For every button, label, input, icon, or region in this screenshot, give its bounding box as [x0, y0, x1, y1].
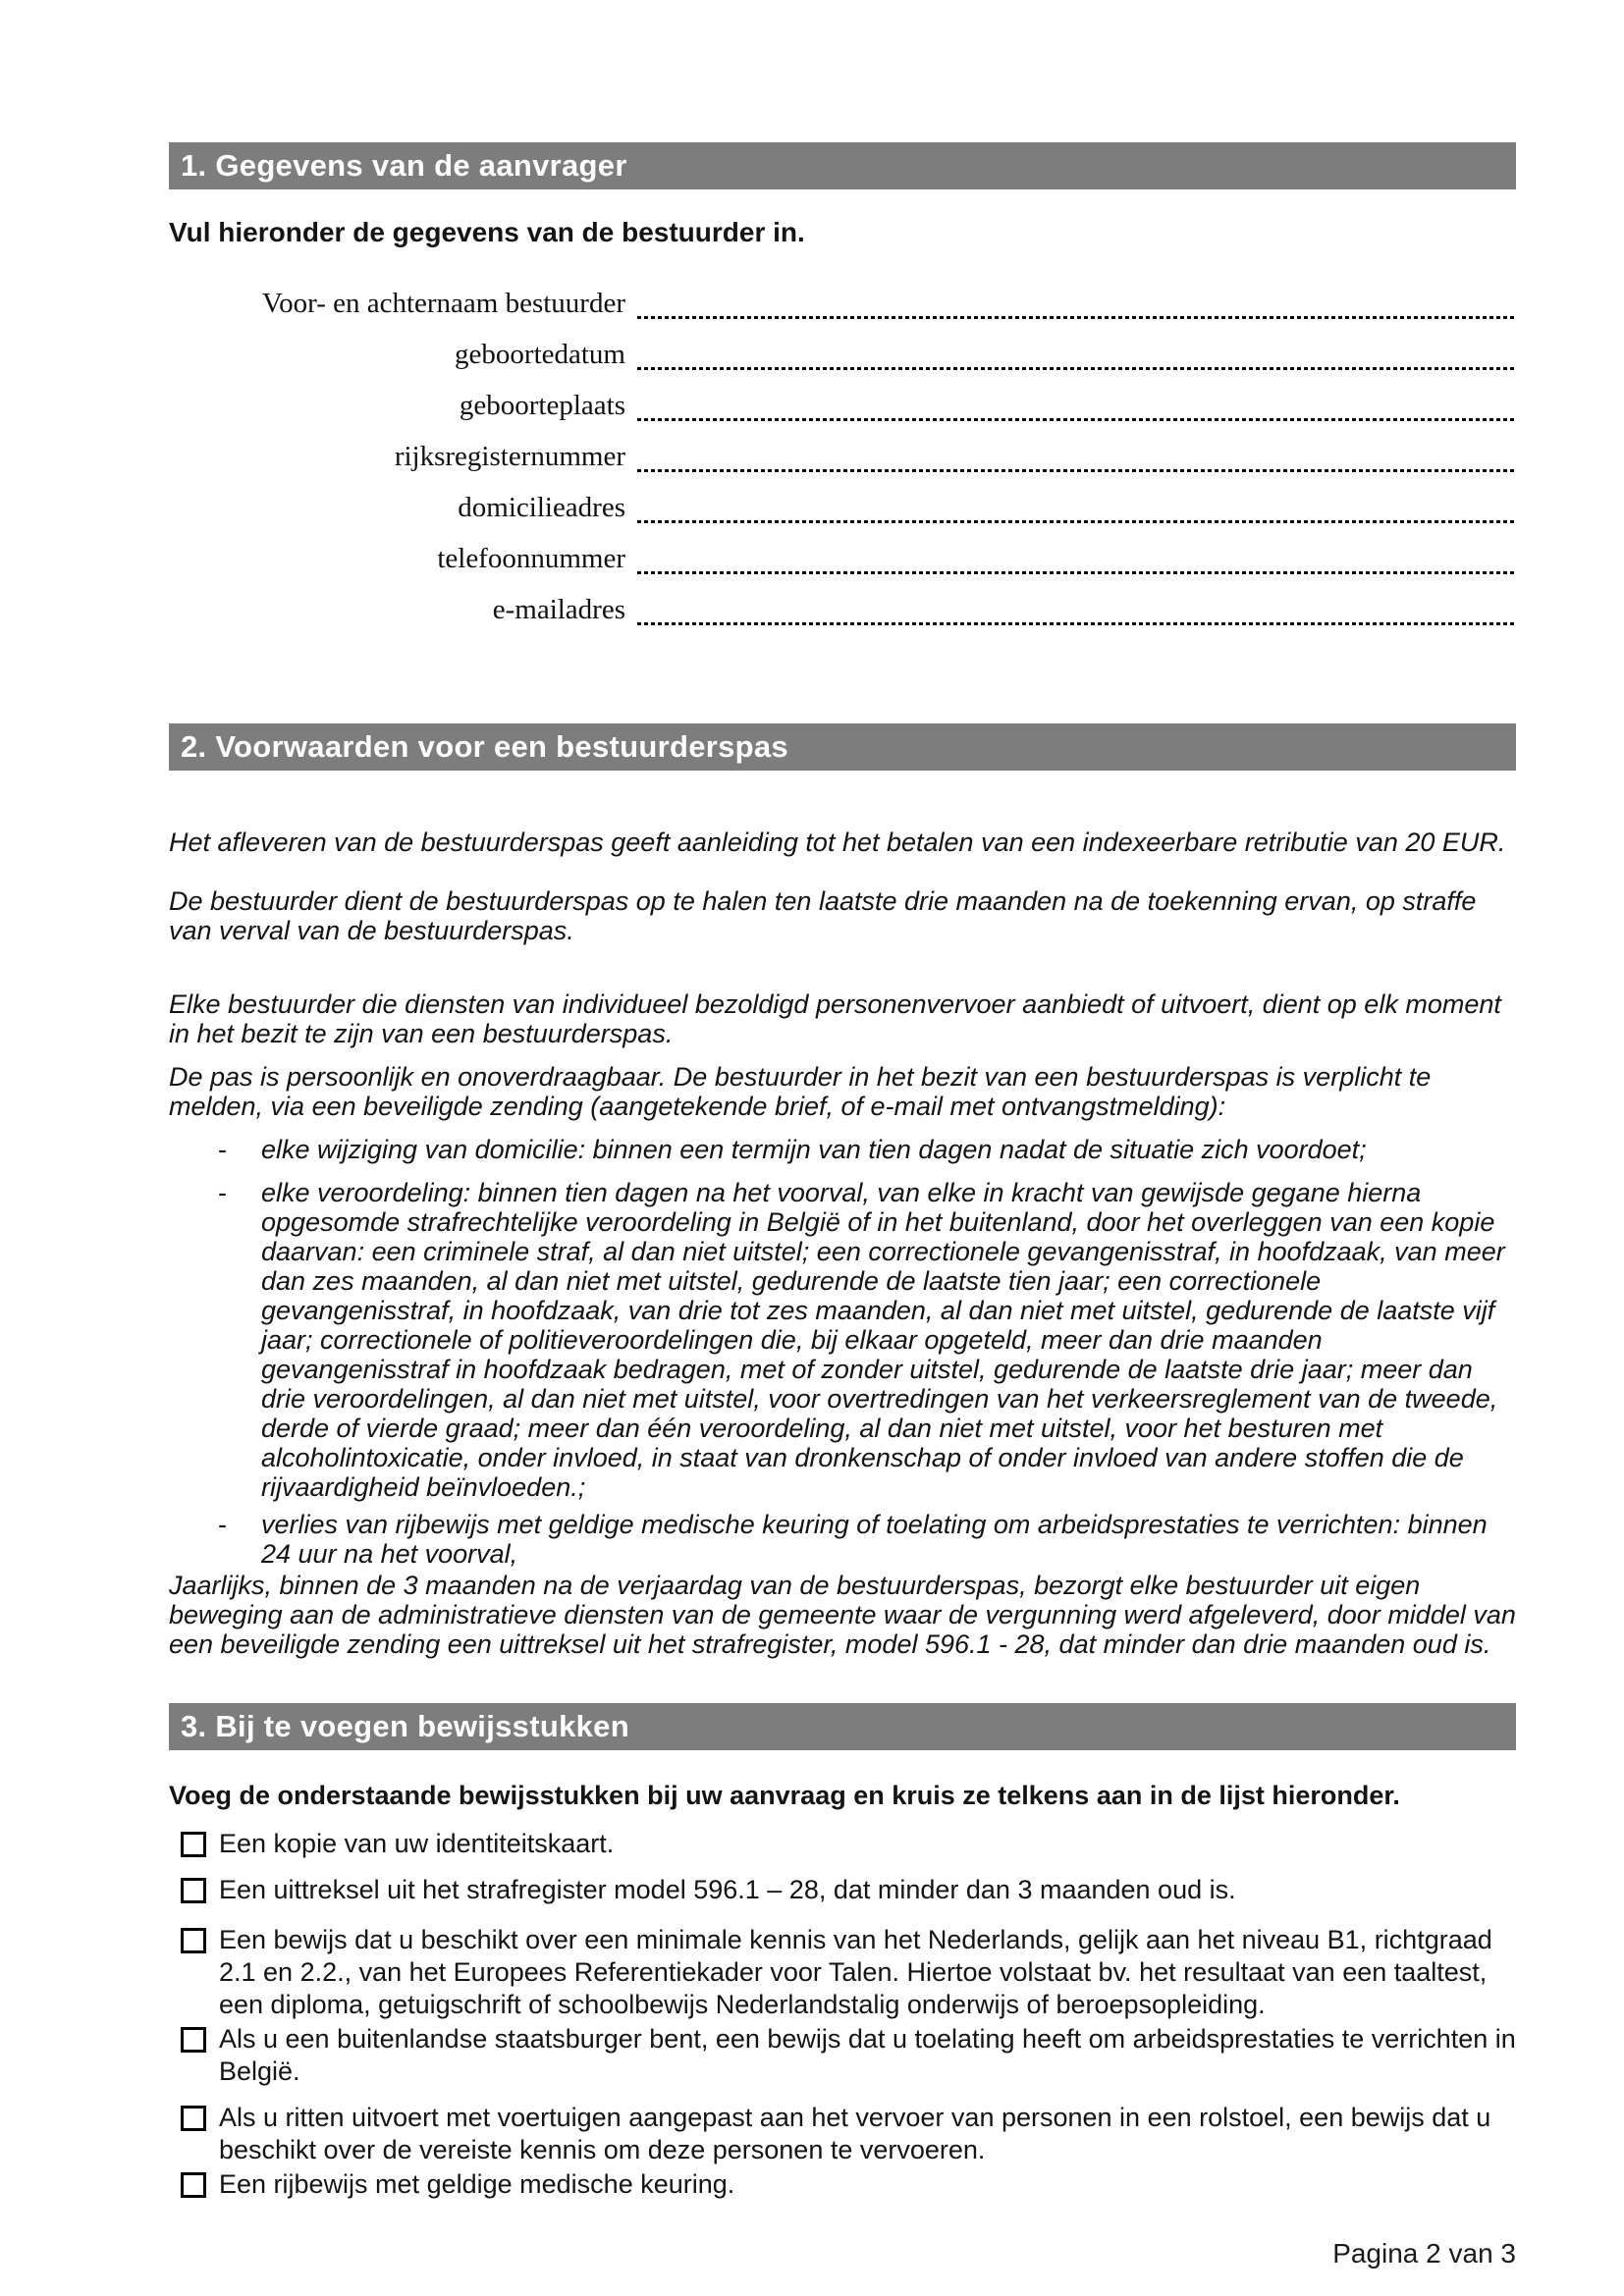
section3-intro: Voeg de onderstaande bewijsstukken bij uw aanvraag en kruis ze telkens aan in de lijst hieronder. [169, 1781, 1400, 1810]
emailadres-label: e-mailadres [492, 594, 625, 625]
section2-header [169, 723, 1516, 771]
checkbox-taalkennis[interactable] [181, 1928, 206, 1953]
form-row-emailadres [169, 575, 1516, 626]
emailadres-field-line[interactable] [637, 622, 1516, 625]
checklist-item-rolstoelvervoer [169, 2102, 1516, 2166]
naam-label: Voor- en achternaam bestuurder [261, 288, 625, 319]
conditions-paragraph-3: Elke bestuurder die diensten van individueel bezoldigd personenvervoer aanbiedt of uitvoert, dient op elk moment in het bezit te zijn van een bestuurderspas. [169, 989, 1501, 1048]
condition-bullet-1-text: elke wijziging van domicilie: binnen een termijn van tien dagen nadat de situatie zich voordoet; [261, 1135, 1367, 1164]
condition-bullet-2 [169, 1178, 1516, 1502]
conditions-paragraph-1: Het afleveren van de bestuurderspas geeft aanleiding tot het betalen van een indexeerbare retributie van 20 EUR. [169, 828, 1506, 857]
form-row-geboorteplaats [169, 371, 1516, 422]
rijksregisternummer-label: rijksregisternummer [394, 441, 625, 472]
checkbox-identiteitskaart[interactable] [181, 1832, 206, 1857]
dash-bullet-marker: - [218, 1178, 227, 1207]
dash-bullet-marker: - [218, 1510, 227, 1539]
page-footer [169, 2238, 1516, 2269]
form-row-geboortedatum [169, 320, 1516, 371]
geboortedatum-label: geboortedatum [455, 339, 625, 370]
applicant-form [169, 269, 1516, 626]
section3-title: 3. Bij te voegen bewijsstukken [181, 1709, 629, 1743]
checklist-item-rolstoelvervoer-label: Als u ritten uitvoert met voertuigen aangepast aan het vervoer van personen in een rolstoel, een bewijs dat u beschikt over de vereiste kennis om deze personen te vervoeren. [219, 2103, 1491, 2164]
checklist-item-identiteitskaart-label: Een kopie van uw identiteitskaart. [219, 1829, 615, 1858]
form-row-rijksregisternummer [169, 422, 1516, 473]
domicilieadres-label: domicilieadres [458, 492, 625, 523]
condition-bullet-2-text: elke veroordeling: binnen tien dagen na het voorval, van elke in kracht van gewijsde gegane hierna opgesomde strafrechtelijke veroordeling in België of in het buitenland, door het overleggen van een kopie daarvan: een criminele straf, al dan niet uitstel; een correctionele gevangenisstraf, in hoofdzaak, van meer dan zes maanden, al dan niet met uitstel, gedurende de laatste tien jaar; een correctionele gevangenisstraf, in hoofdzaak, van drie tot zes maanden, al dan niet met uitstel, gedurende de laatste vijf jaar; correctionele of politieveroordelingen die, bij elkaar opgeteld, meer dan drie maanden gevangenisstraf in hoofdzaak bedragen, met of zonder uitstel, gedurende de laatste drie jaar; meer dan drie veroordelingen, al dan niet met uitstel, voor overtredingen van het verkeersreglement van de tweede, derde of vierde graad; meer dan één veroordeling, al dan niet met uitstel, voor het besturen met alcoholintoxicatie, onder invloed, in staat van dronkenschap of onder invloed van andere stoffen die de rijvaardigheid beïnvloeden.; [261, 1178, 1505, 1502]
checklist-item-arbeidstoelating [169, 2023, 1516, 2088]
checkbox-arbeidstoelating[interactable] [181, 2027, 206, 2053]
page-content [169, 0, 1516, 2269]
section1-header [169, 142, 1516, 189]
checklist-item-taalkennis [169, 1924, 1516, 2021]
checklist-item-rijbewijs-label: Een rijbewijs met geldige medische keuring. [219, 2169, 735, 2199]
checklist-item-strafregister-label: Een uittreksel uit het strafregister model 596.1 – 28, dat minder dan 3 maanden oud is. [219, 1875, 1236, 1904]
page-number: Pagina 2 van 3 [1332, 2238, 1516, 2269]
conditions-paragraph-4: De pas is persoonlijk en onoverdraagbaar. De bestuurder in het bezit van een bestuurderspas is verplicht te melden, via een beveiligde zending (aangetekende brief, of e-mail met ontvangstmelding): [169, 1062, 1432, 1121]
condition-bullet-1 [169, 1135, 1516, 1164]
conditions-paragraph-2: De bestuurder dient de bestuurderspas op te halen ten laatste drie maanden na de toekenning ervan, op straffe van verval van de bestuurderspas. [169, 886, 1477, 945]
domicilieadres-field-line[interactable] [637, 520, 1516, 523]
checklist-item-strafregister [169, 1874, 1516, 1906]
checkbox-rijbewijs[interactable] [181, 2172, 206, 2198]
dash-bullet-marker: - [218, 1135, 227, 1164]
section2-title: 2. Voorwaarden voor een bestuurderspas [181, 729, 788, 764]
conditions-closing-paragraph: Jaarlijks, binnen de 3 maanden na de verjaardag van de bestuurderspas, bezorgt elke bestuurder uit eigen beweging aan de administratieve diensten van de gemeente waar de vergunning werd afgeleverd, door middel van een beveiligde zending een uittreksel uit het strafregister, model 596.1 - 28, dat minder dan drie maanden oud is. [169, 1571, 1516, 1659]
geboorteplaats-label: geboorteplaats [459, 390, 625, 421]
geboorteplaats-field-line[interactable] [637, 418, 1516, 421]
telefoonnummer-label: telefoonnummer [437, 543, 625, 574]
section1-intro: Vul hieronder de gegevens van de bestuurder in. [169, 217, 805, 247]
checklist-item-identiteitskaart [169, 1828, 1516, 1860]
telefoonnummer-field-line[interactable] [637, 571, 1516, 574]
section3-header [169, 1703, 1516, 1750]
naam-field-line[interactable] [637, 316, 1516, 319]
checkbox-rolstoelvervoer[interactable] [181, 2106, 206, 2131]
checklist-item-rijbewijs [169, 2168, 1516, 2201]
form-row-domicilieadres [169, 473, 1516, 524]
checkbox-strafregister[interactable] [181, 1878, 206, 1903]
checklist-item-taalkennis-label: Een bewijs dat u beschikt over een minimale kennis van het Nederlands, gelijk aan het niveau B1, richtgraad 2.1 en 2.2., van het Europees Referentiekader voor Talen. Hiertoe volstaat bv. het resultaat van een taaltest, een diploma, getuigschrift of schoolbewijs Nederlandstalig onderwijs of beroepsopleiding. [219, 1925, 1492, 2019]
condition-bullet-3 [169, 1510, 1516, 1569]
section1-title: 1. Gegevens van de aanvrager [181, 148, 627, 183]
condition-bullet-3-text: verlies van rijbewijs met geldige medische keuring of toelating om arbeidsprestaties te verrichten: binnen 24 uur na het voorval, [261, 1510, 1488, 1569]
checklist-item-arbeidstoelating-label: Als u een buitenlandse staatsburger bent, een bewijs dat u toelating heeft om arbeidsprestaties te verrichten in België. [219, 2024, 1516, 2086]
form-row-naam [169, 269, 1516, 320]
form-row-telefoonnummer [169, 524, 1516, 575]
geboortedatum-field-line[interactable] [637, 367, 1516, 370]
rijksregisternummer-field-line[interactable] [637, 469, 1516, 472]
